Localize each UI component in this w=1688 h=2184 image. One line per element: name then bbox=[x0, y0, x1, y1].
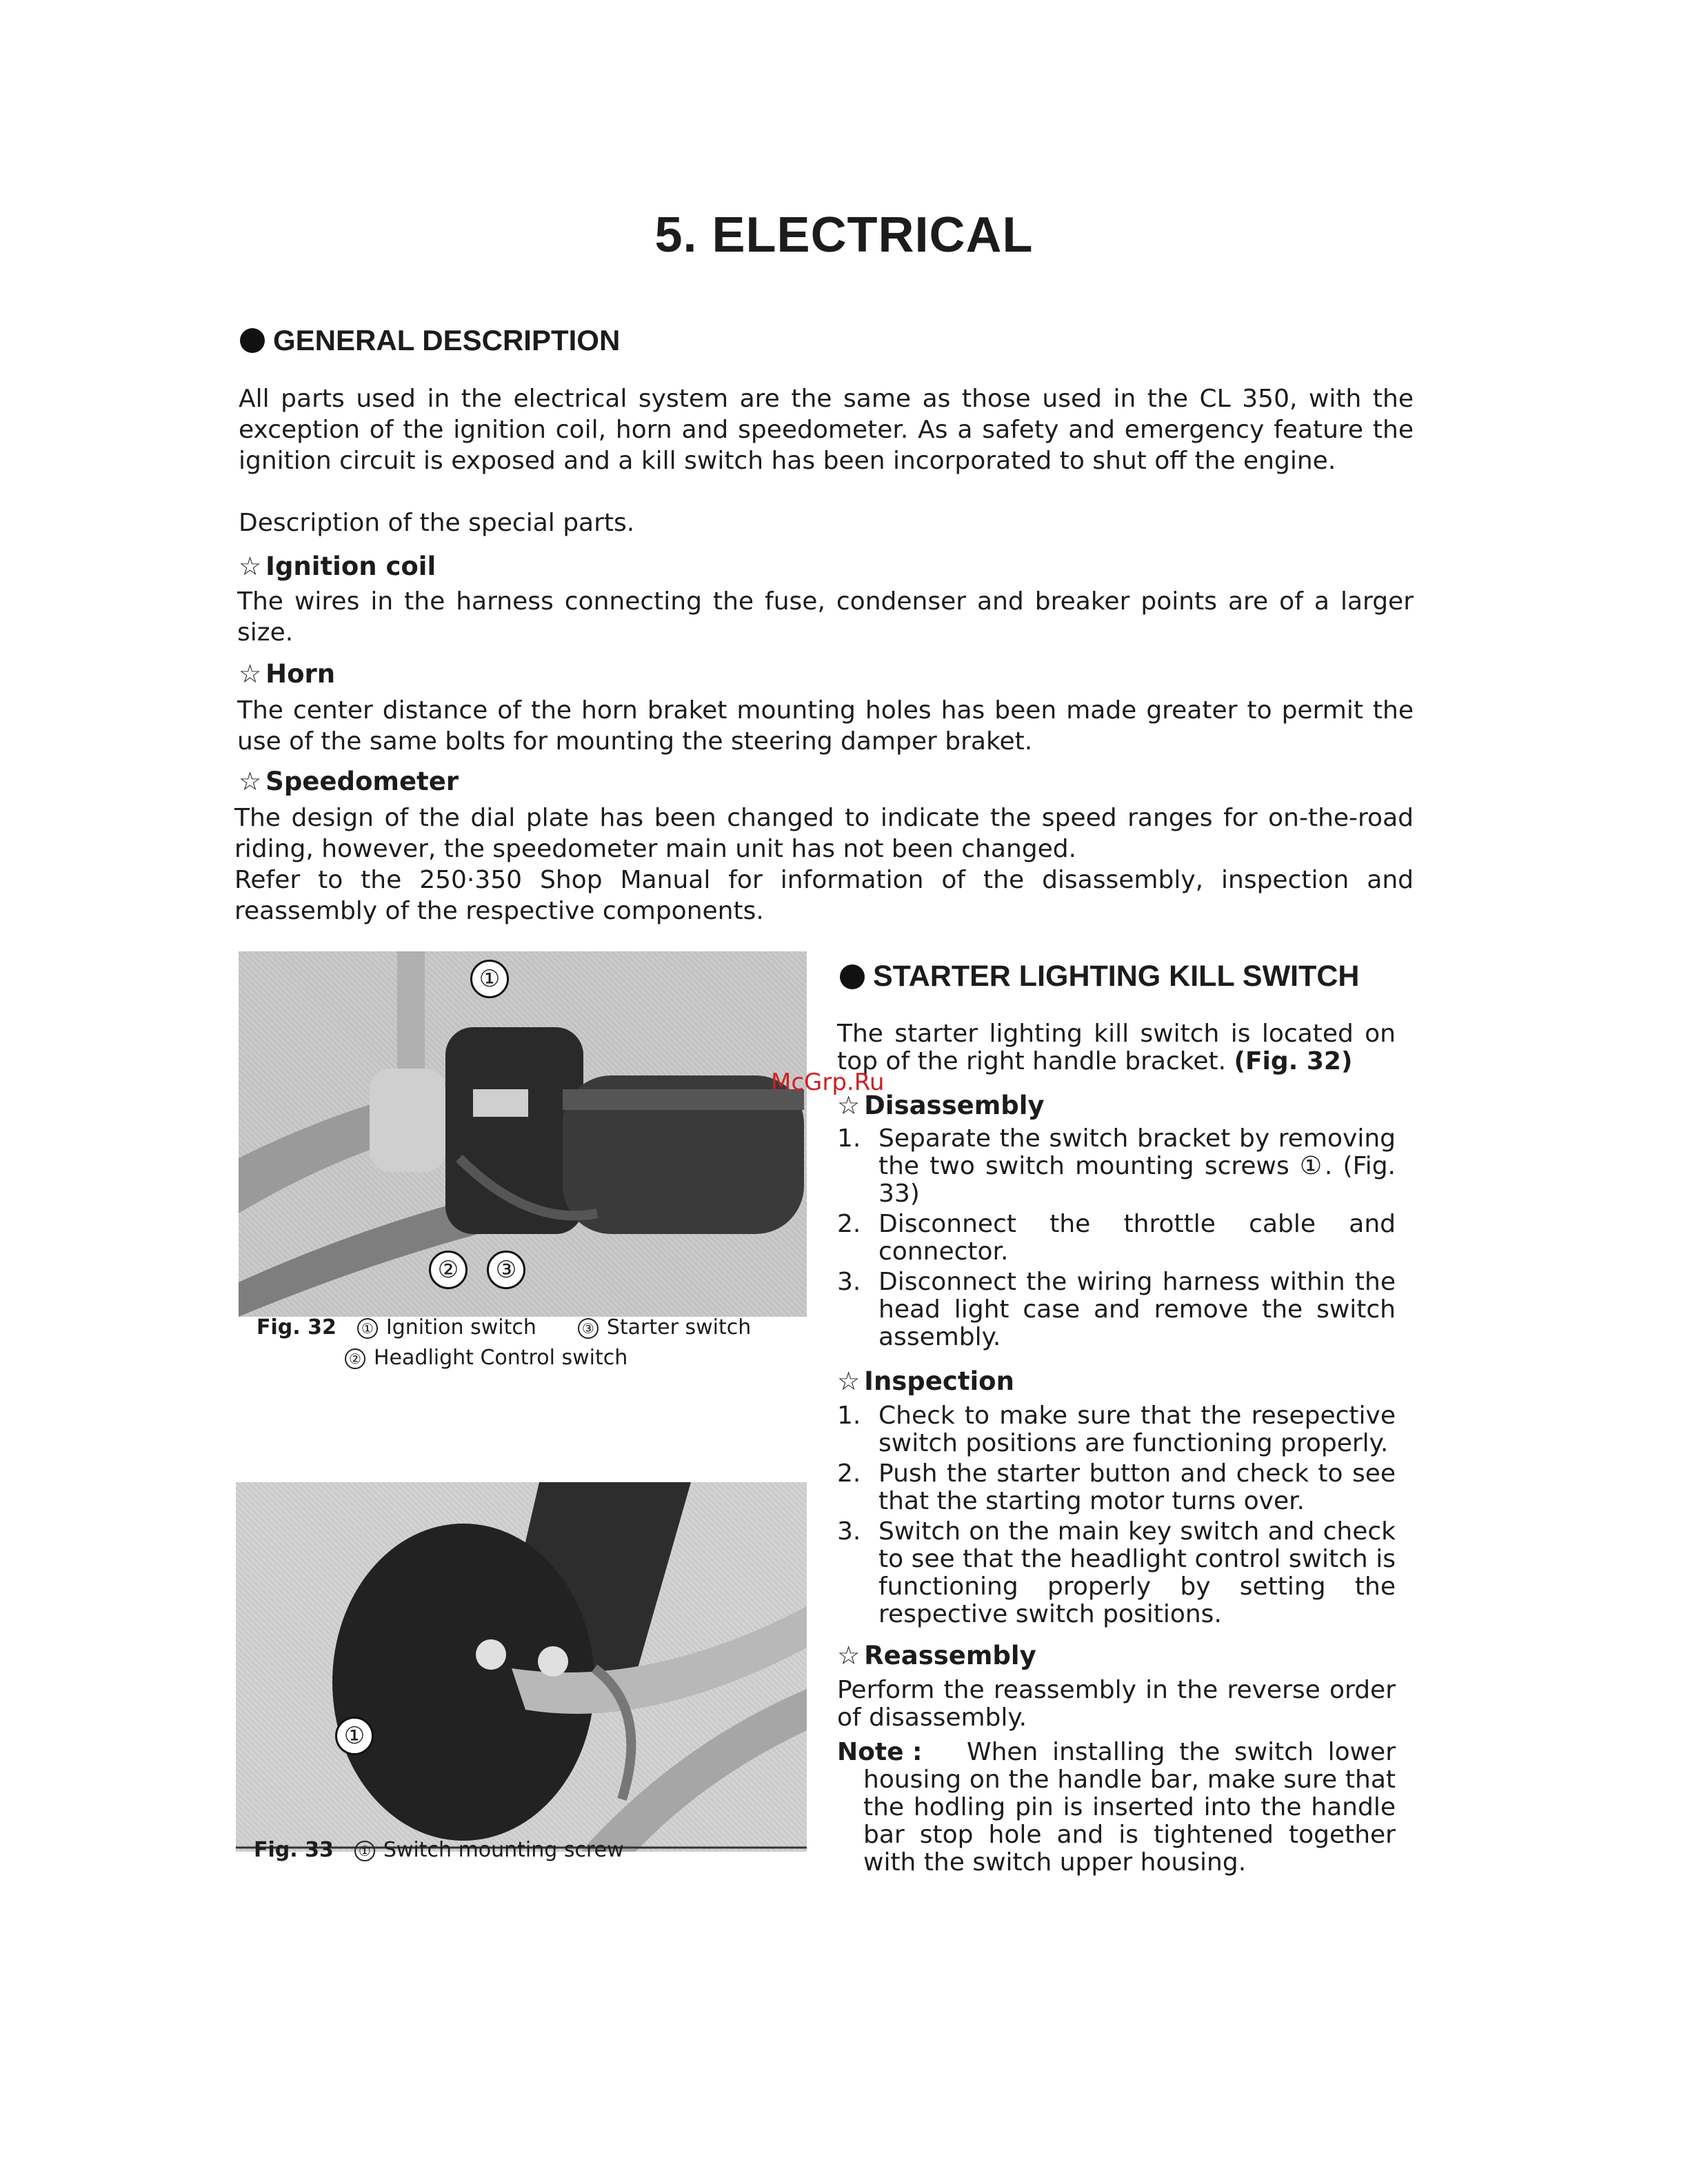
switch-housing-illustration bbox=[236, 1482, 807, 1852]
circle-3-icon: ③ bbox=[578, 1318, 599, 1339]
page-title: 5. ELECTRICAL bbox=[654, 208, 1034, 263]
note-label: Note : bbox=[837, 1738, 923, 1766]
ignition-coil-heading-text: Ignition coil bbox=[265, 552, 436, 581]
fig32-caption-1: Ignition switch bbox=[385, 1315, 536, 1339]
reassembly-text: Perform the reassembly in the reverse order of disassembly. bbox=[837, 1676, 1396, 1732]
fig32-callout-1: ① bbox=[470, 960, 509, 998]
horn-heading-text: Horn bbox=[265, 659, 336, 689]
fig32-callout-3: ③ bbox=[487, 1251, 525, 1289]
disassembly-list bbox=[837, 1125, 1396, 1354]
circle-1-icon: ① bbox=[354, 1841, 375, 1861]
fig32-caption-row-2 bbox=[345, 1346, 627, 1370]
watermark: McGrp.Ru bbox=[771, 1069, 885, 1096]
horn-text: The center distance of the horn braket mounting holes has been made greater to permit the use of the same bolts for mounting the steering damper braket. bbox=[237, 696, 1414, 756]
kill-switch-heading-text: STARTER LIGHTING KILL SWITCH bbox=[873, 960, 1360, 993]
list-item: 2. Disconnect the throttle cable and connector. bbox=[837, 1210, 1396, 1266]
star-icon: ☆ bbox=[837, 1091, 861, 1120]
fig32-caption-3: Starter switch bbox=[606, 1315, 752, 1339]
star-icon: ☆ bbox=[239, 767, 262, 796]
list-item: 1. Check to make sure that the resepective switch positions are functioning properly. bbox=[837, 1402, 1396, 1457]
list-item: 1. Separate the switch bracket by removing the two switch mounting screws ①. (Fig. 33) bbox=[837, 1124, 1396, 1208]
general-description-heading-text: GENERAL DESCRIPTION bbox=[273, 324, 621, 356]
star-icon: ☆ bbox=[837, 1366, 861, 1396]
circle-2-icon: ② bbox=[345, 1348, 365, 1369]
speedometer-heading bbox=[239, 767, 459, 796]
fig32-caption-row-1 bbox=[257, 1315, 751, 1339]
ignition-coil-heading bbox=[239, 552, 436, 581]
disassembly-heading bbox=[837, 1091, 1045, 1120]
fig33-photo bbox=[236, 1482, 807, 1852]
list-item: 3. Switch on the main key switch and check to see that the headlight control switch is functioning properly by setting the respective switch positions. bbox=[837, 1517, 1396, 1628]
disassembly-heading-text: Disassembly bbox=[864, 1091, 1045, 1120]
fig33-caption-1: Switch mounting screw bbox=[383, 1838, 624, 1862]
inspection-heading bbox=[837, 1366, 1014, 1396]
ignition-coil-text: The wires in the harness connecting the fuse, condenser and breaker points are of a larger size. bbox=[237, 587, 1414, 647]
reassembly-heading bbox=[837, 1641, 1036, 1670]
fig32-caption-2: Headlight Control switch bbox=[374, 1346, 628, 1370]
general-description-heading bbox=[240, 324, 620, 357]
kill-switch-intro-ref: (Fig. 32) bbox=[1234, 1047, 1353, 1075]
star-icon: ☆ bbox=[239, 552, 262, 581]
circle-1-icon: ① bbox=[357, 1318, 378, 1339]
note-block bbox=[837, 1739, 1396, 1877]
fig33-caption-row bbox=[254, 1838, 624, 1862]
inspection-list bbox=[837, 1402, 1396, 1631]
kill-switch-intro bbox=[837, 1020, 1396, 1075]
kill-switch-intro-text: The starter lighting kill switch is located on top of the right handle bracket. bbox=[837, 1020, 1396, 1075]
fig33-label: Fig. 33 bbox=[254, 1838, 334, 1862]
inspection-heading-text: Inspection bbox=[864, 1366, 1014, 1396]
speedometer-heading-text: Speedometer bbox=[265, 767, 459, 796]
special-parts-line: Description of the special parts. bbox=[239, 509, 635, 537]
horn-heading bbox=[239, 659, 335, 689]
fig32-callout-2: ② bbox=[429, 1251, 468, 1289]
fig32-label: Fig. 32 bbox=[257, 1315, 336, 1339]
bullet-icon bbox=[840, 964, 865, 989]
bullet-icon bbox=[240, 328, 265, 353]
fig33-callout-1: ① bbox=[335, 1717, 374, 1755]
refer-text: Refer to the 250·350 Shop Manual for information of the disassembly, inspection and reassembly of the respective components. bbox=[234, 866, 1414, 925]
kill-switch-heading bbox=[840, 960, 1359, 993]
star-icon: ☆ bbox=[239, 659, 262, 689]
note-text: When installing the switch lower housing on the handle bar, make sure that the hodling pin is inserted into the handle bar stop hole and is tightened together with the switch upper housing. bbox=[863, 1738, 1396, 1877]
reassembly-heading-text: Reassembly bbox=[864, 1641, 1036, 1670]
list-item: 2. Push the starter button and check to see that the starting motor turns over. bbox=[837, 1459, 1396, 1515]
star-icon: ☆ bbox=[837, 1641, 861, 1670]
speedometer-text: The design of the dial plate has been changed to indicate the speed ranges for on-the-road riding, however, the speedometer main unit has not been changed. bbox=[234, 804, 1414, 863]
list-item: 3. Disconnect the wiring harness within the head light case and remove the switch assembly. bbox=[837, 1268, 1396, 1351]
general-intro: All parts used in the electrical system are the same as those used in the CL 350, with the exception of the ignition coil, horn and speedometer. As a safety and emergency feature the ignition circuit is exposed and a kill switch has been incorporated to shut off the engine. bbox=[239, 385, 1414, 475]
